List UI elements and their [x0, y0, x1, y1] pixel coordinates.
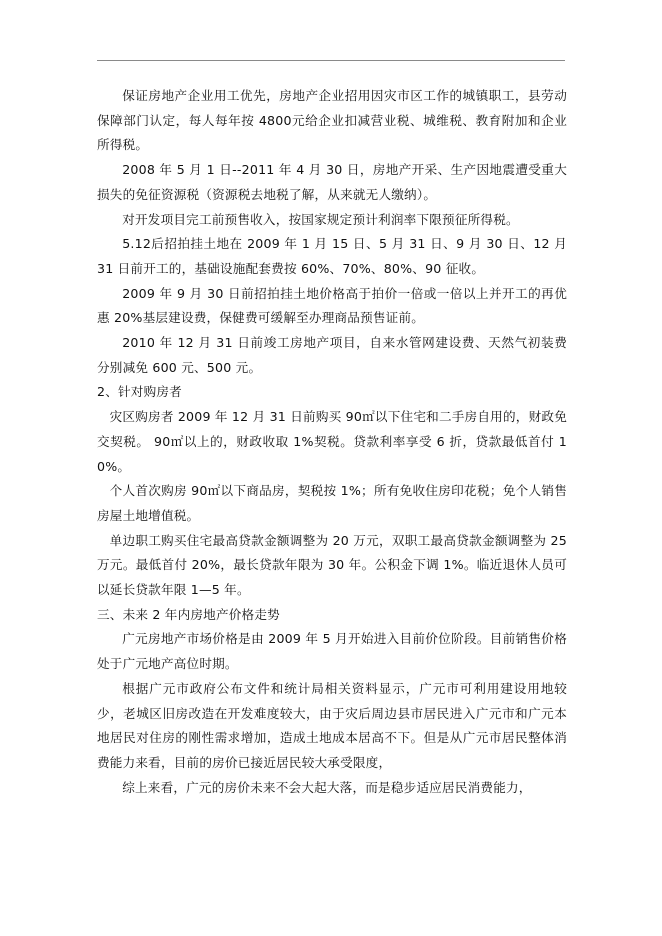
- paragraph-market-price-stage: 广元房地产市场价格是由 2009 年 5 月开始进入目前价位阶段。目前销售价格处于广元地产高位时期。: [97, 631, 567, 672]
- paragraph-resource-tax: 2008 年 5 月 1 日--2011 年 4 月 30 日，房地产开采、生产因地震遭受重大损失的免征资源税（资源税去地税了解，从来就无人缴纳）。: [97, 162, 567, 202]
- paragraph-housing-fund-loans: 单边职工购买住宅最高贷款金额调整为 20 万元，双职工最高贷款金额调整为 25 万元。最低首付 20%，最长贷款年限为 30 年。公积金下调 1%。临近退休人员可以延长贷款年限 1—5 年。: [97, 532, 567, 598]
- paragraph-disaster-area-buyers: 灾区购房者 2009 年 12 月 31 日前购买 90㎡以下住宅和二手房自用的，财政免交契税。 90㎡以上的，财政收取 1%契税。贷款利率享受 6 折，贷款最低首付 10%。: [97, 409, 567, 474]
- section-heading-price-trend: 三、未来 2 年内房地产价格走势: [97, 606, 280, 622]
- paragraph-infrastructure-fee: 5.12后招拍挂土地在 2009 年 1 月 15 日、5 月 31 日、9 月 30 日、12 月 31 日前开工的，基础设施配套费按 60%、70%、80%、90 征收。: [97, 236, 567, 276]
- paragraph-first-home-buyers: 个人首次购房 90㎡以下商品房，契税按 1%；所有免收住房印花税；免个人销售房屋土地增值税。: [97, 483, 567, 523]
- section-heading-buyers: 2、针对购房者: [97, 384, 182, 400]
- paragraph-conclusion: 综上来看，广元的房价未来不会大起大落，而是稳步适应居民消费能力，: [122, 779, 532, 795]
- header-rule: [97, 60, 565, 61]
- paragraph-land-price-discount: 2009 年 9 月 30 日前招拍挂土地价格高于拍价一倍或一倍以上并开工的再优惠 20%基层建设费，保健费可缓解至办理商品预售证前。: [97, 285, 567, 326]
- paragraph-utility-fee-waiver: 2010 年 12 月 31 日前竣工房地产项目，自来水管网建设费、天然气初装费分别减免 600 元、500 元。: [97, 335, 567, 375]
- paragraph-employment-tax: 保证房地产企业用工优先，房地产企业招用因灾市区工作的城镇职工，县劳动保障部门认定，每人每年按 4800元给企业扣减营业税、城维税、教育附加和企业所得税。: [97, 88, 567, 153]
- document-body: [97, 84, 567, 800]
- paragraph-presale-income-tax: 对开发项目完工前预售收入，按国家规定预计利润率下限预征所得税。: [122, 211, 519, 227]
- paragraph-land-supply-demand: 根据广元市政府公布文件和统计局相关资料显示，广元市可利用建设用地较少，老城区旧房改造在开发难度较大，由于灾后周边县市居民进入广元市和广元本地居民对住房的刚性需求增加，造成土地成本居高不下。但是从广元市居民整体消费能力来看，目前的房价已接近居民较大承受限度，: [97, 680, 567, 770]
